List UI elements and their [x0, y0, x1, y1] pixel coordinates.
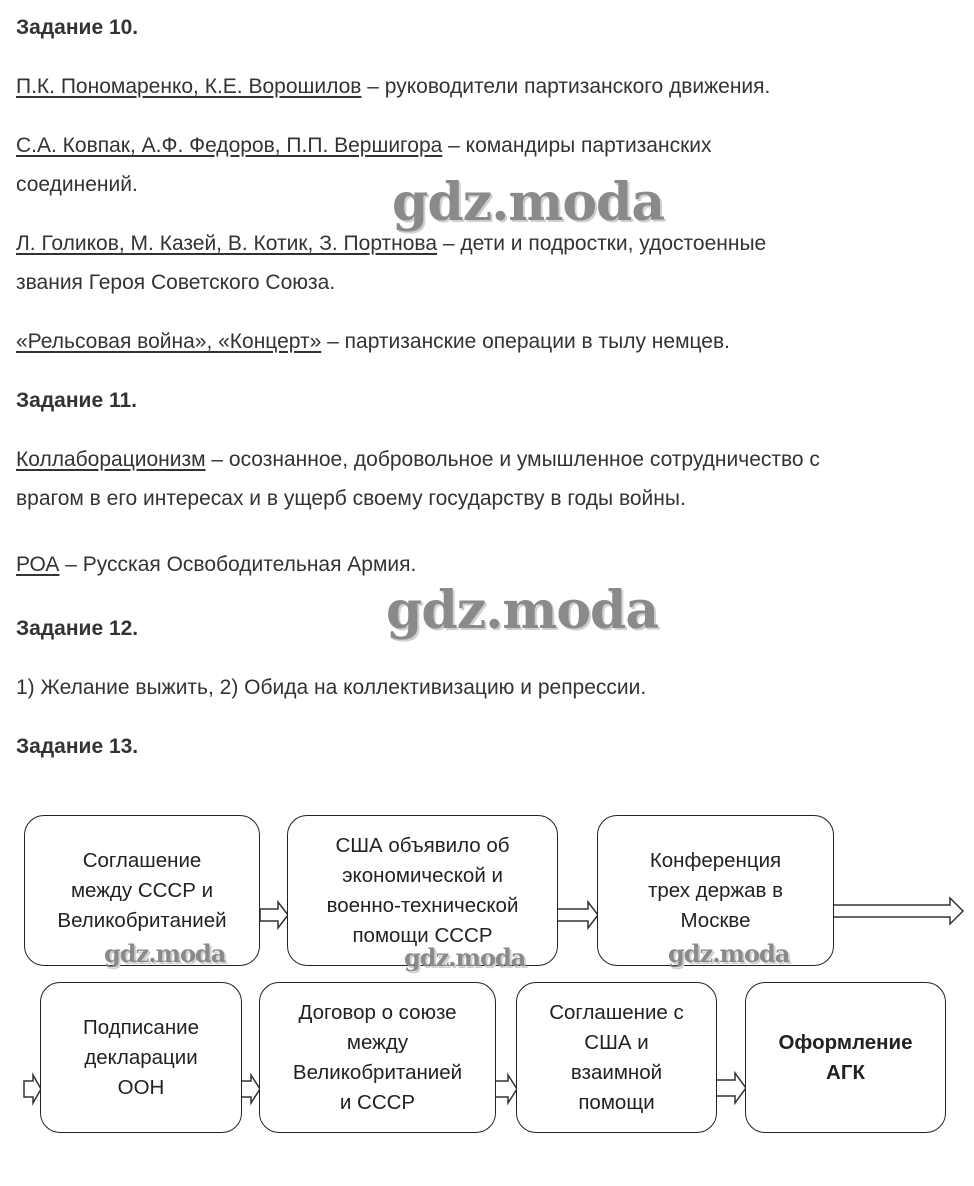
flow-box-7 [745, 982, 946, 1133]
flow-box-4-line: Подписание [82, 1015, 200, 1039]
flow-box-4-line: декларации [84, 1045, 198, 1069]
flow-box-7-line: Оформление [778, 1030, 913, 1054]
flow-box-5-line: и СССР [339, 1090, 416, 1114]
task11-item-1-desc-cont: врагом в его интересах и в ущерб своему государству в годы войны. [16, 487, 686, 510]
arrow-2-3 [557, 902, 598, 928]
watermark: gdz.moda [404, 943, 526, 972]
flow-box-2-line: военно-технической [326, 893, 519, 917]
watermark: gdz.moda [104, 939, 226, 968]
task10-item-4-desc: – партизанские операции в тылу немцев. [321, 330, 730, 353]
arrow-3-out [833, 898, 963, 924]
task10-item-3-desc: – дети и подростки, удостоенные [437, 232, 767, 255]
task12-text: 1) Желание выжить, 2) Обида на коллективизацию и репрессии. [16, 676, 647, 699]
task10-heading: Задание 10. [16, 16, 139, 39]
watermark: gdz.moda [668, 939, 790, 968]
flow-box-6-line: Соглашение с [549, 1000, 684, 1024]
flow-box-2-line: экономической и [342, 863, 503, 887]
flow-box-6 [516, 982, 717, 1133]
task13-heading: Задание 13. [16, 735, 139, 758]
task12-heading: Задание 12. [16, 617, 139, 640]
flow-box-1-line: Великобританией [57, 908, 227, 932]
task11-item-2-term: РОА [16, 553, 60, 576]
flow-box-5-line: между [346, 1030, 409, 1054]
flow-box-5 [259, 982, 496, 1133]
flow-box-7-line: АГК [826, 1060, 865, 1084]
task10-item-4-term: «Рельсовая война», «Концерт» [16, 330, 322, 353]
task10-item-1-term: П.К. Пономаренко, К.Е. Ворошилов [16, 75, 362, 98]
flow-box-5-line: Великобританией [292, 1060, 463, 1084]
task10-item-3-desc-cont: звания Героя Советского Союза. [16, 271, 336, 294]
task10-item-3-term: Л. Голиков, М. Казей, В. Котик, З. Портнова [16, 232, 438, 255]
task11-heading: Задание 11. [16, 389, 137, 412]
flow-box-2-line: США объявило об [335, 833, 510, 857]
task11-item-1-desc: – осознанное, добровольное и умышленное сотрудничество с [205, 448, 820, 471]
flow-box-3-line: Конференция [649, 848, 782, 872]
arrow-4-5 [241, 1075, 260, 1103]
task10-item-2-desc: – командиры партизанских [442, 134, 712, 157]
task11-item-1-term: Коллаборационизм [16, 448, 206, 471]
flow-box-1-line: между СССР и [70, 878, 214, 902]
flow-box-6-line: США и [584, 1030, 649, 1054]
arrow-1-2 [260, 902, 288, 928]
watermark: gdz.moda [386, 580, 659, 641]
task11-item-2-desc: – Русская Освободительная Армия. [59, 553, 417, 576]
flow-box-1-line: Соглашение [82, 848, 202, 872]
flow-box-5-line: Договор о союзе [298, 1000, 457, 1024]
flow-box-6-line: взаимной [570, 1060, 663, 1084]
flow-box-3-line: трех держав в [647, 878, 784, 902]
task10-item-1-desc: – руководители партизанского движения. [361, 75, 771, 98]
arrow-6-7 [716, 1073, 746, 1103]
flow-box-6-line: помощи [578, 1090, 655, 1114]
arrow-5-6 [495, 1075, 517, 1103]
flow-box-2-line: помощи СССР [352, 923, 493, 947]
flow-box-3-line: Москве [680, 908, 751, 932]
arrow-in-row2 [24, 1075, 41, 1103]
flow-box-4-line: ООН [117, 1075, 165, 1099]
flow-box-4 [40, 982, 242, 1133]
task10-item-2-desc-cont: соединений. [16, 173, 138, 196]
watermark: gdz.moda [392, 172, 665, 233]
task10-item-2-term: С.А. Ковпак, А.Ф. Федоров, П.П. Вершигора [16, 134, 443, 157]
